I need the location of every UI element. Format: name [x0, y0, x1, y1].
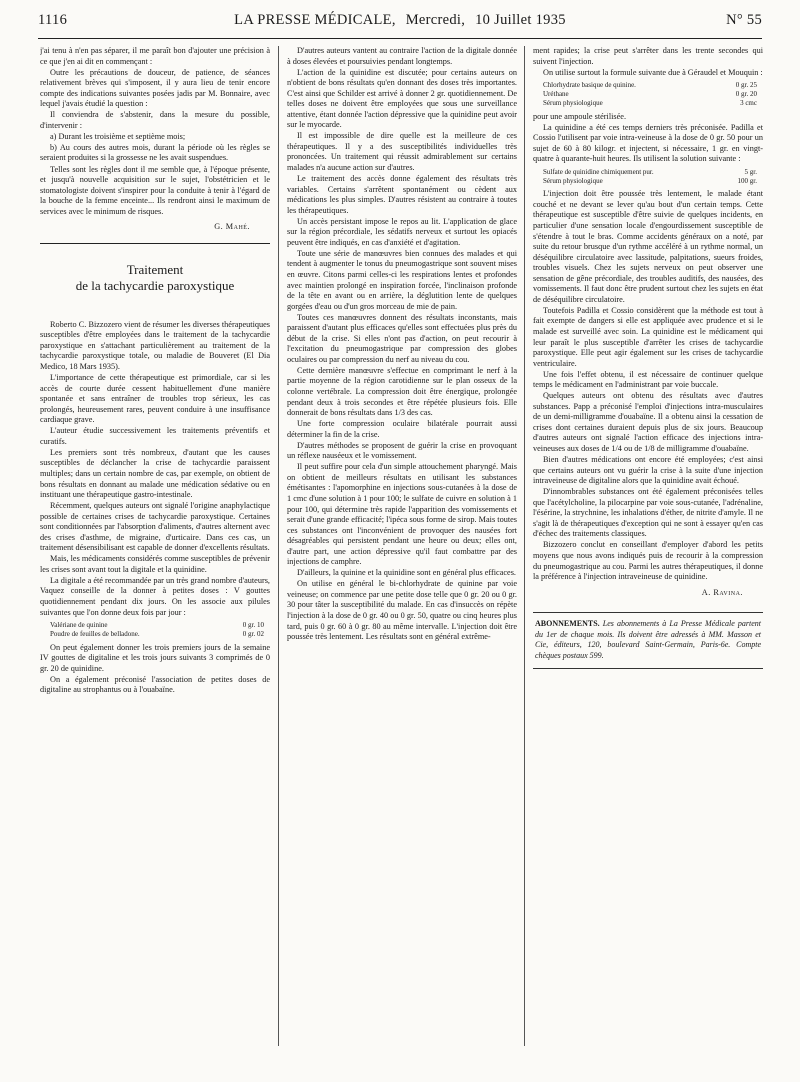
- paragraph: On utilise surtout la formule suivante due à Géraudel et Mouquin :: [543, 67, 763, 77]
- paragraph: Toute une série de manœuvres bien connues des malades et qui tendent à augmenter le tonus du pneumogastrique sont souvent mises en œuvre. Citons parmi celles-ci les respirations lentes et profondes avec maintien prolongé en inspiration forcée, l'inclinaison profonde de la tête en avant ou en arrière, la déglutition lente de quelques gorgées d'eau ou d'un gros morceau de mie de pain.: [287, 248, 517, 311]
- page-number: 1116: [38, 12, 68, 28]
- column-3: [533, 46, 763, 1056]
- prescription-row: Valériane de quinine 0 gr. 10: [50, 621, 264, 630]
- paragraph: Il conviendra de s'abstenir, dans la mesure du possible, d'intervenir :: [40, 110, 270, 130]
- issue-date: 10 Juillet 1935: [475, 12, 566, 28]
- paragraph: L'importance de cette thérapeutique est primordiale, car si les accès de courte durée cessent habituellement d'une manière spontanée et sans entraîner de troubles trop sérieux, les cas prolongés, heureusement rares, peuvent conduire à une insuffisance cardiaque grave.: [40, 373, 270, 425]
- journal-masthead: [118, 12, 682, 29]
- paragraph: pour une ampoule stérilisée.: [533, 111, 627, 121]
- section-rule: [40, 243, 270, 244]
- solution-table: [543, 168, 763, 186]
- solution-row: Sérum physiologique 100 gr.: [543, 176, 757, 185]
- paragraph: L'action de la quinidine est discutée; pour certains auteurs on n'obtient de bons résultats qu'en donnant des doses très importantes. C'est ainsi que Schilder est arrivé à donner 2 gr. quotidiennement. De telles doses ne doivent être employées que sous une surveillance attentive, étant donnée l'action dépressive que la quinidine peut avoir sur le myocarde.: [287, 67, 517, 130]
- issue-day: Mercredi,: [405, 12, 466, 28]
- paragraph: On peut également donner les trois premiers jours de la semaine IV gouttes de digitaline et les trois jours suivants 3 comprimés de 0 gr. 20 de quinidine.: [40, 642, 270, 673]
- paragraph: La quinidine a été ces temps derniers très préconisée. Padilla et Cossio l'utilisent par voie intra-veineuse à la dose de 0 gr. 50 pour un sujet de 60 à 80 kilogr. et injectent, si nécessaire, 1 gr. en vingt-quatre à quarante-huit heures. Ils utilisent la solution suivante :: [533, 122, 763, 164]
- paragraph: Toutes ces manœuvres donnent des résultats inconstants, mais paraissent d'autant plus efficaces qu'elles sont effectuées plus près du début de la crise. Si elles n'ont pas d'action, on peut recourir à l'excitation du pneumogastrique par compression des globes oculaires ou par compression du nerf au niveau du cou.: [287, 312, 517, 364]
- paragraph: L'injection doit être poussée très lentement, le malade étant couché et ne devant se lever qu'au bout d'un certain temps. Cette thérapeutique est susceptible d'être suivie de quelques incidents, en particulier d'une sensation locale d'engourdissement susceptible de s'étendre à tout le bras. Comme accidents généraux on a noté, par suite du retour brusque d'un rythme accéléré à un rythme normal, un déséquilibre circulatoire avec lassitude, palpitations, sueurs froides, troubles visuels. Chez les sujets nerveux on peut observer une sensation de gêne précordiale, des troubles auditifs, des nausées, des vomissements. Il faut donc être prudent surtout chez les sujets en état de déséquilibre circulatoire.: [533, 189, 763, 304]
- paragraph: Récemment, quelques auteurs ont signalé l'origine anaphylactique possible de certaines crises de tachycardie paroxystique. Certaines sont conditionnées par l'absorption d'aliments, d'autres alternent avec des crises d'asthme, de migraine, d'urticaire. Dans ces cas, un traitement désensibilisant est capable de donner d'excellents résultats.: [40, 501, 270, 553]
- paragraph: L'auteur étudie successivement les traitements préventifs et curatifs.: [40, 426, 270, 446]
- author-signature: A. Ravina.: [701, 587, 743, 597]
- paragraph: D'autres auteurs vantent au contraire l'action de la digitale donnée à doses élevées et poursuivies pendant longtemps.: [287, 46, 517, 66]
- article-title-line: Traitement: [126, 261, 184, 277]
- formula-row: Chlorhydrate basique de quinine. 0 gr. 25: [543, 81, 757, 90]
- paragraph: Roberto C. Bizzozero vient de résumer les diverses thérapeutiques susceptibles d'être employées dans le traitement de la tachycardie paroxystique en s'attachant particulièrement au traitement de la tachycardie paroxystique totale, ou maladie de Bouveret (El Dia Medico, 18 Mars 1935).: [40, 319, 270, 371]
- paragraph: Les premiers sont très nombreux, d'autant que les causes susceptibles de déclancher la crise de tachycardie paraissent multiples; dans un certain nombre de cas, par exemple, on obtient de bons résultats en donnant au malade une médication sédative ou en instituant une thérapeutique gastro-intestinale.: [40, 447, 270, 500]
- page-header: [38, 12, 762, 39]
- paragraph: Un accès persistant impose le repos au lit. L'application de glace sur la région précordiale, les sédatifs nerveux et surtout les opiacés peuvent être indiqués, en cas d'anxiété et d'agitation.: [287, 216, 517, 247]
- prescription-row: Poudre de feuilles de belladone. 0 gr. 02: [50, 629, 264, 638]
- subscription-text: Les abonnements à La Presse Médicale partent du 1er de chaque mois. Ils doivent être adressés à MM. Masson et Cie, éditeurs, 120, boulevard Saint-Germain, Paris-6e. Compte chèques postaux 599.: [535, 619, 761, 660]
- column-divider: [278, 46, 279, 1046]
- paragraph: D'ailleurs, la quinine et la quinidine sont en général plus efficaces.: [297, 568, 516, 578]
- column-2: [287, 46, 517, 1056]
- paragraph: ment rapides; la crise peut s'arrêter dans les trente secondes qui suivent l'injection.: [533, 46, 763, 66]
- paragraph: Une forte compression oculaire bilatérale pourrait aussi déterminer la fin de la crise.: [287, 419, 517, 439]
- formula-row: Sérum physiologique 3 cmc: [543, 98, 757, 107]
- paragraph: Telles sont les règles dont il me semble que, à l'époque présente, et jusqu'à nouvelle acquisition sur le sujet, l'obstétricien et le stomatologiste doivent s'inspirer pour la conduite à tenir à l'égard de la bouche de la femme enceinte... Ils rendront ainsi le maximum de services avec le minimum de risques.: [40, 164, 270, 216]
- paragraph: Il peut suffire pour cela d'un simple attouchement pharyngé. Mais on obtient de meilleurs résultats en utilisant les substances émétisantes : l'apomorphine en injections sous-cutanées à la dose de 1 cmc d'une solution à 1 pour 100; le sulfate de cuivre en solution à 1 pour 100, qui détermine très rapide l'apparition des vomissements et serait d'une grande efficacité; l'ipéca sous forme de sirop. Mais toutes ces substances ont l'inconvénient de provoquer des nausées fort désagréables qui persistent pendant une heure ou deux; elles ont, d'autre part, une action dépressive qu'il faut combattre par des injections de camphre.: [287, 462, 517, 567]
- paragraph: Outre les précautions de douceur, de patience, de séances relativement brèves qui s'imposent, il y aura lieu de tenir encore compte des indications suivantes posées jadis par M. Bonnaire, avec lequel j'avais étudié la question :: [40, 67, 270, 109]
- paragraph: b) Au cours des autres mois, durant la période où les règles se seraient produites si la grossesse ne les avait suspendues.: [40, 142, 270, 163]
- paragraph: Cette dernière manœuvre s'effectue en comprimant le nerf à la partie moyenne de la région carotidienne sur le plan osseux de la colonne vertébrale. La compression doit être énergique, prolongée pendant deux à trois secondes et être répétée plusieurs fois. Elle donnerait de bons résultats dans 1/3 des cas.: [287, 365, 517, 418]
- paragraph: Le traitement des accès donne également des résultats très variables. Certains s'arrêtent spontanément ou cèdent aux médications les plus simples. D'autres résistent au contraire à toutes les thérapeutiques.: [287, 174, 517, 215]
- paragraph: a) Durant les troisième et septième mois;: [50, 131, 186, 141]
- paragraph: j'ai tenu à n'en pas séparer, il me paraît bon d'ajouter une précision à ce que j'en ai dit en commençant :: [40, 46, 270, 66]
- article-title-line: de la tachycardie paroxystique: [75, 277, 235, 293]
- prescription-table: [50, 621, 270, 639]
- previous-article-end: [40, 46, 270, 217]
- column-divider: [524, 46, 525, 1046]
- issue-number: N° 55: [726, 12, 762, 28]
- formula-row: Uréthane 0 gr. 20: [543, 89, 757, 98]
- paragraph: Quelques auteurs ont obtenu des résultats avec d'autres substances. Papp a préconisé l'emploi d'injections intra-musculaires de un demi-milligramme d'ouabaïne. Il a obtenu ainsi la cessation de crises dont certaines duraient depuis plus de six jours. Beaucoup d'autres auteurs ont signalé l'action efficace des injections intra-veineuses aux doses de 1/4 ou de 1/8 de milligramme d'ouabaïne.: [533, 391, 763, 453]
- paragraph: Bien d'autres médications ont encore été employées; c'est ainsi que certains auteurs ont vu guérir la crise à la suite d'une injection intraveineuse de digitaline alors que la quinidine avait échoué.: [533, 455, 763, 486]
- solution-row: Sulfate de quinidine chimiquement pur. 5 gr.: [543, 167, 757, 176]
- subscription-label: ABONNEMENTS.: [535, 619, 600, 629]
- paragraph: Il est impossible de dire quelle est la meilleure de ces thérapeutiques. Il y a des susceptibilités individuelles très prononcées. Un traitement qui réussit admirablement sur certains malades n'a aucune action sur d'autres.: [287, 131, 517, 173]
- paragraph: On utilise en général le bi-chlorhydrate de quinine par voie veineuse; on commence par une petite dose telle que 0 gr. 20 ou 0 gr. 30 pour tâter la susceptibilité du malade. En cas d'insuccès on répète l'injection à la dose de 0 gr. 40 ou 0 gr. 50, quatre ou cinq heures plus tard, puis 0 gr. 60 à 0 gr. 80 au même intervalle. L'injection doit être poussée très lentement. Les résultats sont en général extrême-: [287, 579, 517, 642]
- paragraph: Mais, les médicaments considérés comme susceptibles de prévenir les crises sont avant tout la digitale et la quinidine.: [40, 554, 270, 574]
- paragraph: Une fois l'effet obtenu, il est nécessaire de continuer quelque temps le médicament en l'administrant par voie buccale.: [533, 369, 763, 390]
- journal-name: LA PRESSE MÉDICALE,: [234, 12, 396, 28]
- author-signature: G. Mahé.: [214, 222, 250, 232]
- article-title: [40, 262, 270, 294]
- paragraph: Bizzozero conclut en conseillant d'employer d'abord les petits moyens que nous avons indiqués puis de recourir à la compression du pneumogastrique au cou. Parmi les autres thérapeutiques, il donne la préférence à l'injection intraveineuse de quinidine.: [533, 540, 763, 582]
- subscription-notice: [533, 612, 763, 668]
- paragraph: Toutefois Padilla et Cossio considèrent que la méthode est tout à fait exempte de dangers si elle est appliquée avec prudence et si le malade est surveillé avec soin. La quinidine est le médicament qui leur paraît le plus susceptible d'arrêter les crises de tachycardie paroxystique. Elle peut agir également sur les crises de tachycardie ventriculaire.: [533, 305, 763, 368]
- paragraph: D'innombrables substances ont été également préconisées telles que l'acétylcholine, la pilocarpine par voie sous-cutanée, l'adrénaline, l'ésérine, la strychnine, les inhalations d'éther, de nitrite d'amyle. Il ne s'agit là de thérapeutiques d'exception qui ne sont à essayer qu'en cas d'échec des traitements classiques.: [533, 487, 763, 539]
- paragraph: D'autres méthodes se proposent de guérir la crise en provoquant un réflexe nauséeux et le vomissement.: [287, 440, 517, 461]
- column-1: [40, 46, 270, 1056]
- paragraph: La digitale a été recommandée par un très grand nombre d'auteurs, Vaquez conseille de la donner à petites doses : V gouttes quotidiennement pendant dix jours. On les associe aux pilules suivantes que l'on donne deux fois par jour :: [40, 575, 270, 617]
- paragraph: On a également préconisé l'association de petites doses de digitaline au strophantus ou à l'ouabaïne.: [40, 674, 270, 695]
- formula-table: [543, 81, 763, 107]
